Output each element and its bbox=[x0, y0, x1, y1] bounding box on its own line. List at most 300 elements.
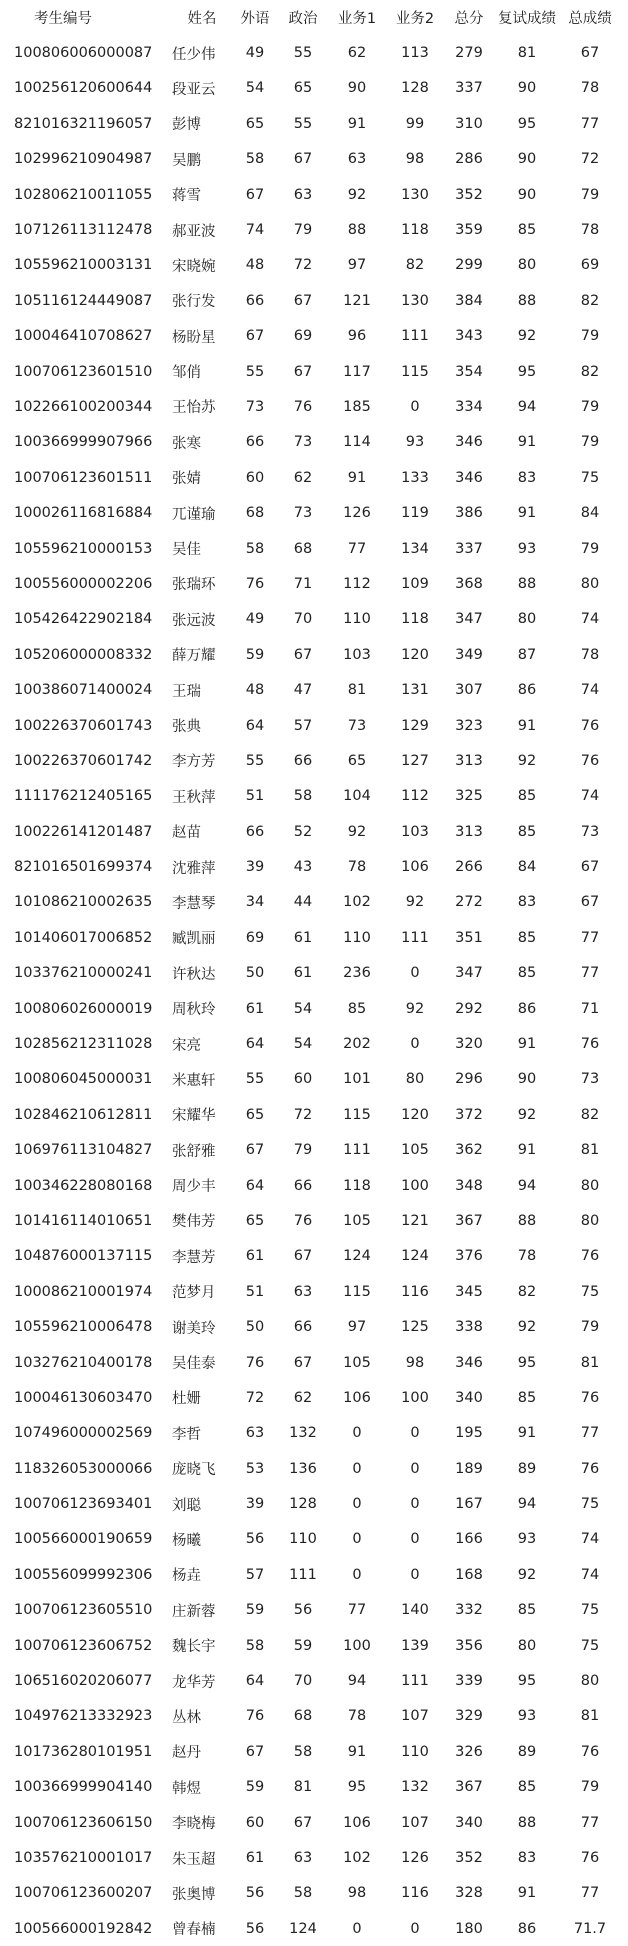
politics-cell: 66 bbox=[293, 752, 313, 769]
total-cell: 292 bbox=[455, 1000, 483, 1017]
subject2-cell: 129 bbox=[401, 717, 429, 734]
table-row bbox=[4, 956, 620, 991]
total-cell: 346 bbox=[455, 469, 483, 486]
exam-id-cell: 105596210000153 bbox=[14, 540, 153, 557]
subject2-cell: 139 bbox=[401, 1637, 429, 1654]
subject2-cell: 118 bbox=[401, 222, 429, 239]
final-score-cell: 67 bbox=[580, 859, 600, 876]
subject1-cell: 0 bbox=[352, 1920, 362, 1937]
subject2-cell: 127 bbox=[401, 752, 429, 769]
foreign-language-cell: 61 bbox=[245, 1850, 265, 1866]
table-row bbox=[4, 1416, 620, 1451]
name-cell: 丛林 bbox=[172, 1709, 201, 1726]
name-cell: 郝亚波 bbox=[172, 223, 216, 240]
final-score-cell: 76 bbox=[580, 1389, 600, 1406]
table-row bbox=[4, 1486, 620, 1521]
table-row bbox=[4, 1770, 620, 1805]
politics-cell: 52 bbox=[293, 823, 313, 840]
subject1-cell: 77 bbox=[347, 540, 367, 557]
table-body bbox=[4, 35, 620, 1946]
foreign-language-cell: 34 bbox=[245, 894, 265, 911]
subject2-cell: 99 bbox=[405, 115, 425, 132]
total-cell: 337 bbox=[455, 540, 483, 557]
name-cell: 邹俏 bbox=[172, 365, 201, 382]
table-row bbox=[4, 248, 620, 283]
total-cell: 272 bbox=[455, 894, 483, 911]
subject2-cell: 110 bbox=[401, 1743, 429, 1760]
foreign-language-cell: 58 bbox=[245, 1637, 265, 1654]
politics-cell: 63 bbox=[293, 1850, 313, 1866]
retest-cell: 91 bbox=[517, 1142, 537, 1159]
subject2-cell: 128 bbox=[401, 80, 429, 97]
subject2-cell: 111 bbox=[401, 328, 429, 345]
subject2-cell: 93 bbox=[405, 434, 425, 451]
name-cell: 李慧琴 bbox=[172, 895, 216, 912]
subject1-cell: 98 bbox=[347, 1885, 367, 1902]
exam-id-cell: 100556000002206 bbox=[14, 575, 153, 592]
table-row bbox=[4, 1345, 620, 1380]
subject2-cell: 107 bbox=[401, 1814, 429, 1831]
total-cell: 348 bbox=[455, 1177, 483, 1194]
foreign-language-cell: 64 bbox=[245, 1036, 265, 1053]
subject1-cell: 105 bbox=[343, 1212, 371, 1229]
politics-cell: 61 bbox=[293, 965, 313, 982]
table-row bbox=[4, 1734, 620, 1769]
table-row bbox=[4, 1557, 620, 1592]
name-cell: 赵苗 bbox=[172, 825, 201, 842]
final-score-cell: 81 bbox=[580, 1708, 600, 1725]
name-cell: 米惠轩 bbox=[172, 1072, 216, 1089]
exam-id-cell: 100706123600207 bbox=[14, 1885, 153, 1902]
politics-cell: 70 bbox=[293, 611, 313, 628]
name-cell: 吴佳泰 bbox=[172, 1356, 216, 1373]
total-cell: 386 bbox=[455, 505, 483, 522]
table-row bbox=[4, 1628, 620, 1663]
politics-cell: 47 bbox=[293, 682, 313, 699]
retest-cell: 82 bbox=[517, 1283, 537, 1300]
subject2-cell: 0 bbox=[410, 1920, 420, 1937]
final-score-cell: 80 bbox=[580, 575, 600, 592]
subject1-cell: 115 bbox=[343, 1283, 371, 1300]
foreign-language-cell: 51 bbox=[245, 1283, 265, 1300]
score-table bbox=[4, 0, 620, 1946]
politics-cell: 59 bbox=[293, 1637, 313, 1654]
retest-cell: 91 bbox=[517, 1885, 537, 1902]
politics-cell: 67 bbox=[293, 1814, 313, 1831]
politics-cell: 110 bbox=[289, 1531, 317, 1548]
subject1-cell: 118 bbox=[343, 1177, 371, 1194]
name-cell: 张典 bbox=[172, 719, 201, 735]
subject2-cell: 105 bbox=[401, 1142, 429, 1159]
name-cell: 任少伟 bbox=[172, 46, 216, 63]
retest-cell: 88 bbox=[517, 1814, 537, 1831]
table-row bbox=[4, 106, 620, 141]
exam-id-cell: 118326053000066 bbox=[14, 1460, 153, 1477]
subject1-cell: 97 bbox=[347, 257, 367, 274]
name-cell: 张远波 bbox=[172, 612, 216, 629]
final-score-cell: 77 bbox=[580, 965, 600, 982]
total-cell: 313 bbox=[455, 752, 483, 769]
foreign-language-cell: 61 bbox=[245, 1248, 265, 1265]
table-row bbox=[4, 1380, 620, 1415]
retest-cell: 80 bbox=[517, 611, 537, 628]
subject2-cell: 0 bbox=[410, 1460, 420, 1477]
name-cell: 范梦月 bbox=[172, 1285, 216, 1302]
total-cell: 168 bbox=[455, 1566, 483, 1583]
name-cell: 吴鹏 bbox=[172, 152, 201, 169]
subject2-cell: 113 bbox=[401, 45, 429, 62]
foreign-language-cell: 65 bbox=[245, 115, 265, 132]
name-cell: 李晓梅 bbox=[172, 1816, 216, 1833]
foreign-language-cell: 59 bbox=[245, 1779, 265, 1796]
foreign-language-cell: 56 bbox=[245, 1531, 265, 1548]
subject1-cell: 92 bbox=[347, 823, 367, 840]
subject2-cell: 80 bbox=[405, 1071, 425, 1088]
final-score-cell: 79 bbox=[580, 398, 600, 415]
retest-cell: 92 bbox=[517, 752, 537, 769]
final-score-cell: 69 bbox=[580, 257, 600, 274]
subject2-cell: 119 bbox=[401, 505, 429, 522]
table-row bbox=[4, 566, 620, 601]
name-cell: 赵丹 bbox=[172, 1745, 201, 1762]
exam-id-cell: 100706123693401 bbox=[14, 1496, 153, 1513]
foreign-language-cell: 49 bbox=[245, 45, 265, 62]
final-score-cell: 75 bbox=[580, 1637, 600, 1654]
total-cell: 323 bbox=[455, 717, 483, 734]
politics-cell: 62 bbox=[293, 469, 313, 486]
retest-cell: 85 bbox=[517, 788, 537, 805]
retest-cell: 93 bbox=[517, 1531, 537, 1548]
total-cell: 337 bbox=[455, 80, 483, 97]
retest-cell: 85 bbox=[517, 1602, 537, 1619]
name-cell: 张寒 bbox=[172, 435, 201, 452]
table-row bbox=[4, 1805, 620, 1840]
final-score-cell: 77 bbox=[580, 1885, 600, 1902]
final-score-cell: 72 bbox=[580, 151, 600, 168]
foreign-language-cell: 68 bbox=[245, 505, 265, 522]
name-cell: 蒋雪 bbox=[172, 188, 201, 205]
subject2-cell: 92 bbox=[405, 894, 425, 911]
exam-id-cell: 100226370601742 bbox=[14, 752, 153, 769]
foreign-language-cell: 64 bbox=[245, 717, 265, 734]
total-cell: 167 bbox=[455, 1496, 483, 1513]
exam-id-cell: 100086210001974 bbox=[14, 1283, 153, 1300]
politics-cell: 73 bbox=[293, 505, 313, 522]
foreign-language-cell: 48 bbox=[245, 257, 265, 274]
politics-cell: 58 bbox=[293, 788, 313, 805]
final-score-cell: 76 bbox=[580, 1248, 600, 1265]
subject2-cell: 116 bbox=[401, 1283, 429, 1300]
total-cell: 320 bbox=[455, 1036, 483, 1053]
foreign-language-cell: 64 bbox=[245, 1673, 265, 1690]
exam-id-cell: 105596210003131 bbox=[14, 257, 153, 274]
table-row bbox=[4, 1168, 620, 1203]
name-cell: 薛万耀 bbox=[172, 648, 216, 665]
total-cell: 313 bbox=[455, 823, 483, 840]
total-cell: 195 bbox=[455, 1425, 483, 1442]
retest-cell: 95 bbox=[517, 1673, 537, 1690]
col-header-final: 总成绩 bbox=[568, 11, 612, 28]
subject2-cell: 103 bbox=[401, 823, 429, 840]
name-cell: 韩煜 bbox=[172, 1780, 201, 1797]
politics-cell: 54 bbox=[293, 1000, 313, 1017]
table-row bbox=[4, 71, 620, 106]
politics-cell: 67 bbox=[293, 1248, 313, 1265]
name-cell: 李方芳 bbox=[172, 754, 216, 771]
subject2-cell: 124 bbox=[401, 1248, 429, 1265]
exam-id-cell: 100366999904140 bbox=[14, 1779, 153, 1796]
total-cell: 307 bbox=[455, 682, 483, 699]
final-score-cell: 74 bbox=[580, 682, 600, 699]
subject2-cell: 98 bbox=[405, 1354, 425, 1371]
retest-cell: 80 bbox=[517, 1637, 537, 1654]
exam-id-cell: 105596210006478 bbox=[14, 1319, 153, 1336]
name-cell: 宋耀华 bbox=[172, 1108, 216, 1125]
subject2-cell: 130 bbox=[401, 292, 429, 309]
exam-id-cell: 821016321196057 bbox=[14, 115, 153, 132]
total-cell: 299 bbox=[455, 257, 483, 274]
total-cell: 166 bbox=[455, 1531, 483, 1548]
table-row bbox=[4, 602, 620, 637]
total-cell: 340 bbox=[455, 1814, 483, 1831]
final-score-cell: 75 bbox=[580, 469, 600, 486]
foreign-language-cell: 67 bbox=[245, 186, 265, 203]
final-score-cell: 77 bbox=[580, 929, 600, 946]
final-score-cell: 79 bbox=[580, 434, 600, 451]
exam-id-cell: 100806006000087 bbox=[14, 45, 153, 62]
total-cell: 279 bbox=[455, 45, 483, 62]
table-row bbox=[4, 1062, 620, 1097]
politics-cell: 55 bbox=[293, 45, 313, 62]
politics-cell: 76 bbox=[293, 398, 313, 415]
retest-cell: 90 bbox=[517, 151, 537, 168]
retest-cell: 85 bbox=[517, 1779, 537, 1796]
exam-id-cell: 100566000192842 bbox=[14, 1920, 153, 1937]
name-cell: 龙华芳 bbox=[172, 1674, 216, 1691]
final-score-cell: 77 bbox=[580, 115, 600, 132]
name-cell: 宋晓婉 bbox=[172, 258, 216, 275]
retest-cell: 95 bbox=[517, 115, 537, 132]
table-row bbox=[4, 1309, 620, 1344]
table-row bbox=[4, 920, 620, 955]
final-score-cell: 76 bbox=[580, 752, 600, 769]
retest-cell: 93 bbox=[517, 1708, 537, 1725]
politics-cell: 68 bbox=[293, 1708, 313, 1725]
foreign-language-cell: 51 bbox=[245, 788, 265, 805]
politics-cell: 63 bbox=[293, 186, 313, 203]
subject1-cell: 104 bbox=[343, 788, 371, 805]
total-cell: 351 bbox=[455, 929, 483, 946]
foreign-language-cell: 69 bbox=[245, 929, 265, 946]
retest-cell: 83 bbox=[517, 894, 537, 911]
table-row bbox=[4, 1133, 620, 1168]
name-cell: 张婧 bbox=[172, 471, 201, 488]
foreign-language-cell: 63 bbox=[245, 1425, 265, 1442]
exam-id-cell: 103376210000241 bbox=[14, 965, 153, 982]
total-cell: 266 bbox=[455, 859, 483, 876]
final-score-cell: 80 bbox=[580, 1177, 600, 1194]
exam-id-cell: 100706123605510 bbox=[14, 1602, 153, 1619]
subject2-cell: 121 bbox=[401, 1212, 429, 1229]
final-score-cell: 73 bbox=[580, 1071, 600, 1088]
subject1-cell: 102 bbox=[343, 1850, 371, 1866]
final-score-cell: 76 bbox=[580, 1460, 600, 1477]
politics-cell: 132 bbox=[289, 1425, 317, 1442]
exam-id-cell: 104876000137115 bbox=[14, 1248, 153, 1265]
politics-cell: 70 bbox=[293, 1673, 313, 1690]
subject1-cell: 0 bbox=[352, 1460, 362, 1477]
final-score-cell: 71.7 bbox=[573, 1920, 607, 1937]
subject2-cell: 0 bbox=[410, 1566, 420, 1583]
subject1-cell: 78 bbox=[347, 859, 367, 876]
total-cell: 372 bbox=[455, 1106, 483, 1123]
exam-id-cell: 100026116816884 bbox=[14, 505, 153, 522]
name-cell: 张奥博 bbox=[172, 1886, 216, 1903]
subject1-cell: 77 bbox=[347, 1602, 367, 1619]
subject1-cell: 65 bbox=[347, 752, 367, 769]
total-cell: 296 bbox=[455, 1071, 483, 1088]
subject1-cell: 112 bbox=[343, 575, 371, 592]
foreign-language-cell: 60 bbox=[245, 469, 265, 486]
name-cell: 杨盼星 bbox=[172, 329, 216, 346]
politics-cell: 67 bbox=[293, 363, 313, 380]
total-cell: 367 bbox=[455, 1779, 483, 1796]
final-score-cell: 74 bbox=[580, 1531, 600, 1548]
subject2-cell: 118 bbox=[401, 611, 429, 628]
name-cell: 朱玉超 bbox=[172, 1851, 216, 1868]
foreign-language-cell: 73 bbox=[245, 398, 265, 415]
foreign-language-cell: 55 bbox=[245, 363, 265, 380]
table-row bbox=[4, 849, 620, 884]
name-cell: 彭博 bbox=[172, 117, 201, 134]
total-cell: 367 bbox=[455, 1212, 483, 1229]
table-row bbox=[4, 283, 620, 318]
politics-cell: 68 bbox=[293, 540, 313, 557]
politics-cell: 72 bbox=[293, 1106, 313, 1123]
retest-cell: 80 bbox=[517, 257, 537, 274]
retest-cell: 85 bbox=[517, 929, 537, 946]
final-score-cell: 71 bbox=[580, 1000, 600, 1017]
subject1-cell: 0 bbox=[352, 1496, 362, 1513]
subject2-cell: 112 bbox=[401, 788, 429, 805]
name-cell: 兀谨瑜 bbox=[172, 506, 216, 523]
foreign-language-cell: 72 bbox=[245, 1389, 265, 1406]
retest-cell: 92 bbox=[517, 1106, 537, 1123]
final-score-cell: 80 bbox=[580, 1212, 600, 1229]
name-cell: 李哲 bbox=[172, 1426, 201, 1443]
foreign-language-cell: 39 bbox=[245, 1496, 265, 1513]
subject1-cell: 114 bbox=[343, 434, 371, 451]
name-cell: 吴佳 bbox=[172, 542, 201, 559]
subject2-cell: 140 bbox=[401, 1602, 429, 1619]
subject2-cell: 92 bbox=[405, 1000, 425, 1017]
col-header-retest: 复试成绩 bbox=[498, 11, 556, 28]
total-cell: 343 bbox=[455, 328, 483, 345]
politics-cell: 66 bbox=[293, 1177, 313, 1194]
exam-id-cell: 100366999907966 bbox=[14, 434, 153, 451]
exam-id-cell: 102996210904987 bbox=[14, 151, 153, 168]
name-cell: 张行发 bbox=[172, 294, 216, 311]
name-cell: 许秋达 bbox=[172, 966, 216, 983]
final-score-cell: 84 bbox=[580, 505, 600, 522]
subject1-cell: 96 bbox=[347, 328, 367, 345]
subject1-cell: 110 bbox=[343, 611, 371, 628]
total-cell: 384 bbox=[455, 292, 483, 309]
subject1-cell: 202 bbox=[343, 1036, 371, 1053]
final-score-cell: 76 bbox=[580, 1036, 600, 1053]
subject1-cell: 85 bbox=[347, 1000, 367, 1017]
subject1-cell: 115 bbox=[343, 1106, 371, 1123]
retest-cell: 95 bbox=[517, 363, 537, 380]
retest-cell: 90 bbox=[517, 80, 537, 97]
politics-cell: 81 bbox=[293, 1779, 313, 1796]
retest-cell: 91 bbox=[517, 717, 537, 734]
final-score-cell: 74 bbox=[580, 611, 600, 628]
foreign-language-cell: 67 bbox=[245, 328, 265, 345]
foreign-language-cell: 66 bbox=[245, 434, 265, 451]
subject1-cell: 185 bbox=[343, 398, 371, 415]
retest-cell: 85 bbox=[517, 1389, 537, 1406]
total-cell: 286 bbox=[455, 151, 483, 168]
politics-cell: 67 bbox=[293, 646, 313, 663]
total-cell: 346 bbox=[455, 434, 483, 451]
exam-id-cell: 100556099992306 bbox=[14, 1566, 153, 1583]
subject1-cell: 106 bbox=[343, 1814, 371, 1831]
subject2-cell: 0 bbox=[410, 1425, 420, 1442]
foreign-language-cell: 65 bbox=[245, 1106, 265, 1123]
retest-cell: 78 bbox=[517, 1248, 537, 1265]
subject2-cell: 120 bbox=[401, 1106, 429, 1123]
exam-id-cell: 100226370601743 bbox=[14, 717, 153, 734]
subject2-cell: 126 bbox=[401, 1850, 429, 1866]
total-cell: 349 bbox=[455, 646, 483, 663]
subject1-cell: 73 bbox=[347, 717, 367, 734]
politics-cell: 56 bbox=[293, 1602, 313, 1619]
exam-id-cell: 103576210001017 bbox=[14, 1850, 153, 1866]
total-cell: 354 bbox=[455, 363, 483, 380]
total-cell: 310 bbox=[455, 115, 483, 132]
table-row bbox=[4, 1876, 620, 1911]
retest-cell: 94 bbox=[517, 1496, 537, 1513]
foreign-language-cell: 39 bbox=[245, 859, 265, 876]
politics-cell: 67 bbox=[293, 1354, 313, 1371]
subject1-cell: 92 bbox=[347, 186, 367, 203]
total-cell: 332 bbox=[455, 1602, 483, 1619]
politics-cell: 67 bbox=[293, 151, 313, 168]
politics-cell: 63 bbox=[293, 1283, 313, 1300]
table-row bbox=[4, 814, 620, 849]
subject1-cell: 94 bbox=[347, 1673, 367, 1690]
exam-id-cell: 107496000002569 bbox=[14, 1425, 153, 1442]
final-score-cell: 67 bbox=[580, 45, 600, 62]
total-cell: 345 bbox=[455, 1283, 483, 1300]
table-row bbox=[4, 35, 620, 70]
table-row bbox=[4, 1663, 620, 1698]
total-cell: 340 bbox=[455, 1389, 483, 1406]
final-score-cell: 78 bbox=[580, 80, 600, 97]
politics-cell: 76 bbox=[293, 1212, 313, 1229]
subject2-cell: 120 bbox=[401, 646, 429, 663]
subject2-cell: 130 bbox=[401, 186, 429, 203]
table-row bbox=[4, 177, 620, 212]
retest-cell: 86 bbox=[517, 1920, 537, 1937]
foreign-language-cell: 61 bbox=[245, 1000, 265, 1017]
name-cell: 王秋萍 bbox=[172, 789, 216, 806]
table-row bbox=[4, 672, 620, 707]
table-row bbox=[4, 1239, 620, 1274]
foreign-language-cell: 55 bbox=[245, 1071, 265, 1088]
politics-cell: 55 bbox=[293, 115, 313, 132]
